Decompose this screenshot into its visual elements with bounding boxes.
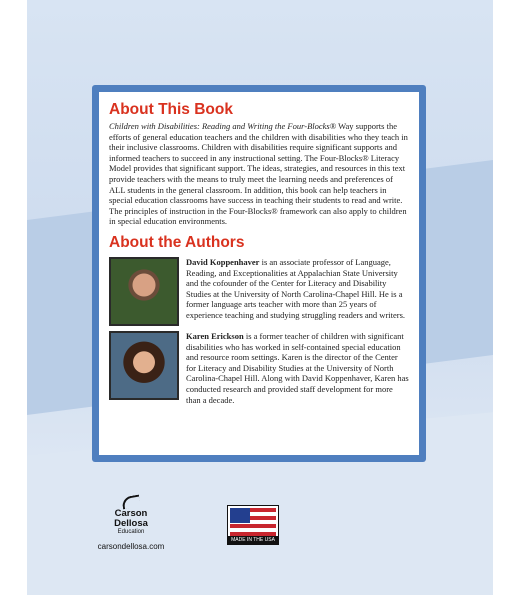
author-name-2: Karen Erickson — [186, 330, 244, 341]
author-bio-1 — [186, 257, 409, 326]
content-panel — [92, 85, 426, 462]
book-title-italic: Children with Disabilities: Reading and Writing the Four-Blocks — [109, 121, 330, 131]
content-panel-inner — [99, 92, 419, 455]
publisher-url: carsondellosa.com — [97, 542, 165, 551]
author-entry-2 — [109, 331, 409, 405]
publisher-name-2: Dellosa — [114, 518, 148, 529]
author-entry-1 — [109, 257, 409, 326]
author-bio-text-1: is an associate professor of Language, Reading, and Exceptionalities at Appalachian State University and the cofounder of the Center for Literacy and Disability Studies at the University of North Carolina-Chapel Hill. He is a former language arts teacher with more than 25 years of experience teaching and studying struggling readers and writers. — [186, 256, 406, 320]
made-in-usa-badge — [227, 505, 279, 545]
publisher-name-3: Education — [117, 529, 145, 535]
flag-canton — [230, 508, 250, 523]
publisher-logo — [93, 496, 169, 551]
us-flag-icon — [230, 508, 276, 536]
about-book-heading: About This Book — [109, 101, 233, 118]
about-book-text: ® Way supports the efforts of general education teachers and the children with disabilities who they teach in their inclusive classrooms. Children with disabilities require significant supports and informed teachers to succeed in any instructional setting. The Four-Blocks® Literacy Model provides that significant support. The ideas, strategies, and resources in this text provide teachers with the means to truly meet the learning needs and preferences of ALL students in the general classroom. In addition, this book can help teachers in special education classrooms have success in teaching their students to read and write. The principles of instruction in the Four-Blocks® framework can also apply to children in special education environments. — [109, 121, 408, 227]
author-photo-karen — [109, 331, 179, 400]
about-book-paragraph — [109, 121, 409, 227]
author-bio-text-2: is a former teacher of children with significant disabilities who has worked in self-contained special education and resource room settings. Karen is the director of the Center for Literacy and Disability Studies at the University of North Carolina-Chapel Hill. Along with David Koppenhaver, Karen has conducted research and provided staff development for more than a decade. — [186, 330, 409, 405]
author-photo-david — [109, 257, 179, 326]
author-name-1: David Koppenhaver — [186, 256, 260, 267]
publisher-name-1: Carson — [114, 508, 148, 519]
author-bio-2 — [186, 331, 409, 405]
about-authors-heading: About the Authors — [109, 233, 245, 251]
made-in-usa-label: MADE IN THE USA — [228, 536, 278, 544]
